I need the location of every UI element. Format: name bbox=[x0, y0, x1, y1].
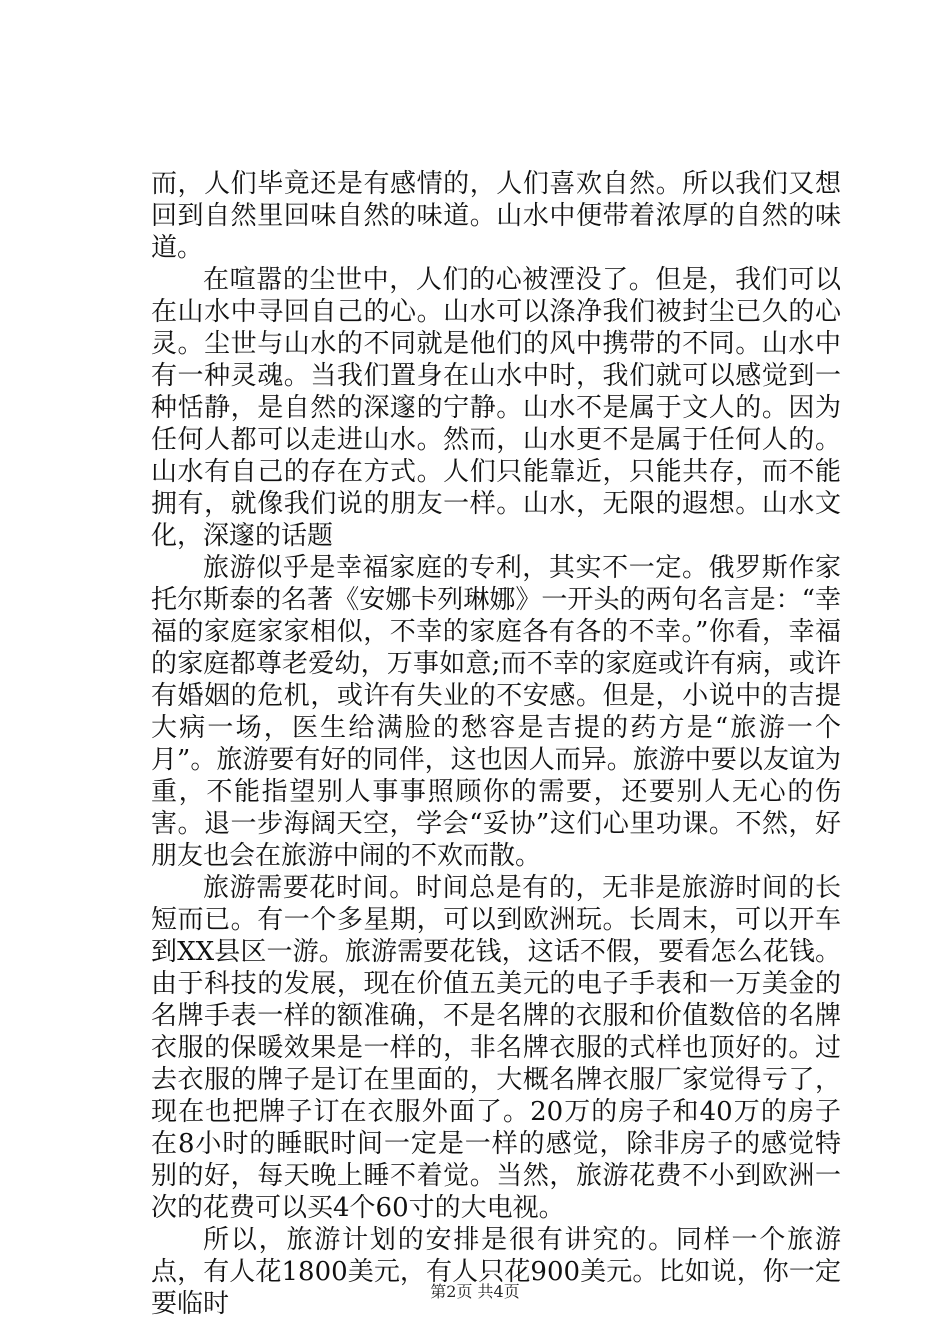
body-text bbox=[151, 168, 841, 1320]
paragraph-5: 所以，旅游计划的安排是很有讲究的。同样一个旅游点，有人花1800美元，有人只花900美元。比如说，你一定要临时 bbox=[151, 1225, 841, 1319]
paragraph-2: 在喧嚣的尘世中，人们的心被湮没了。但是，我们可以在山水中寻回自己的心。山水可以涤净我们被封尘已久的心灵。尘世与山水的不同就是他们的风中携带的不同。山水中有一种灵魂。当我们置身在山水中时，我们就可以感觉到一种恬静，是自然的深邃的宁静。山水不是属于文人的。因为任何人都可以走进山水。然而，山水更不是属于任何人的。山水有自己的存在方式。人们只能靠近，只能共存，而不能拥有，就像我们说的朋友一样。山水，无限的遐想。山水文化，深邃的话题 bbox=[151, 265, 841, 551]
paragraph-1: 而，人们毕竟还是有感情的，人们喜欢自然。所以我们又想回到自然里回味自然的味道。山水中便带着浓厚的自然的味道。 bbox=[151, 169, 841, 263]
paragraph-3: 旅游似乎是幸福家庭的专利，其实不一定。俄罗斯作家托尔斯泰的名著《安娜卡列琳娜》一开头的两句名言是：“幸福的家庭家家相似，不幸的家庭各有各的不幸。”你看，幸福的家庭都尊老爱幼，万事如意;而不幸的家庭或许有病，或许有婚姻的危机，或许有失业的不安感。但是，小说中的吉提大病一场，医生给满脸的愁容是吉提的药方是“旅游一个月”。旅游要有好的同伴，这也因人而异。旅游中要以友谊为重，不能指望别人事事照顾你的需要，还要别人无心的伤害。退一步海阔天空，学会“妥协”这们心里功课。不然，好朋友也会在旅游中闹的不欢而散。 bbox=[151, 553, 841, 871]
page-number-footer: 第2页 共4页 bbox=[430, 1282, 520, 1301]
paragraph-4: 旅游需要花时间。时间总是有的，无非是旅游时间的长短而已。有一个多星期，可以到欧洲玩。长周末，可以开车到XX县区一游。旅游需要花钱，这话不假，要看怎么花钱。由于科技的发展，现在价值五美元的电子手表和一万美金的名牌手表一样的额准确，不是名牌的衣服和价值数倍的名牌衣服的保暖效果是一样的，非名牌衣服的式样也顶好的。过去衣服的牌子是订在里面的，大概名牌衣服厂家觉得亏了，现在也把牌子订在衣服外面了。20万的房子和40万的房子在8小时的睡眠时间一定是一样的感觉，除非房子的感觉特别的好，每天晚上睡不着觉。当然，旅游花费不小到欧洲一次的花费可以买4个60寸的大电视。 bbox=[151, 873, 841, 1223]
